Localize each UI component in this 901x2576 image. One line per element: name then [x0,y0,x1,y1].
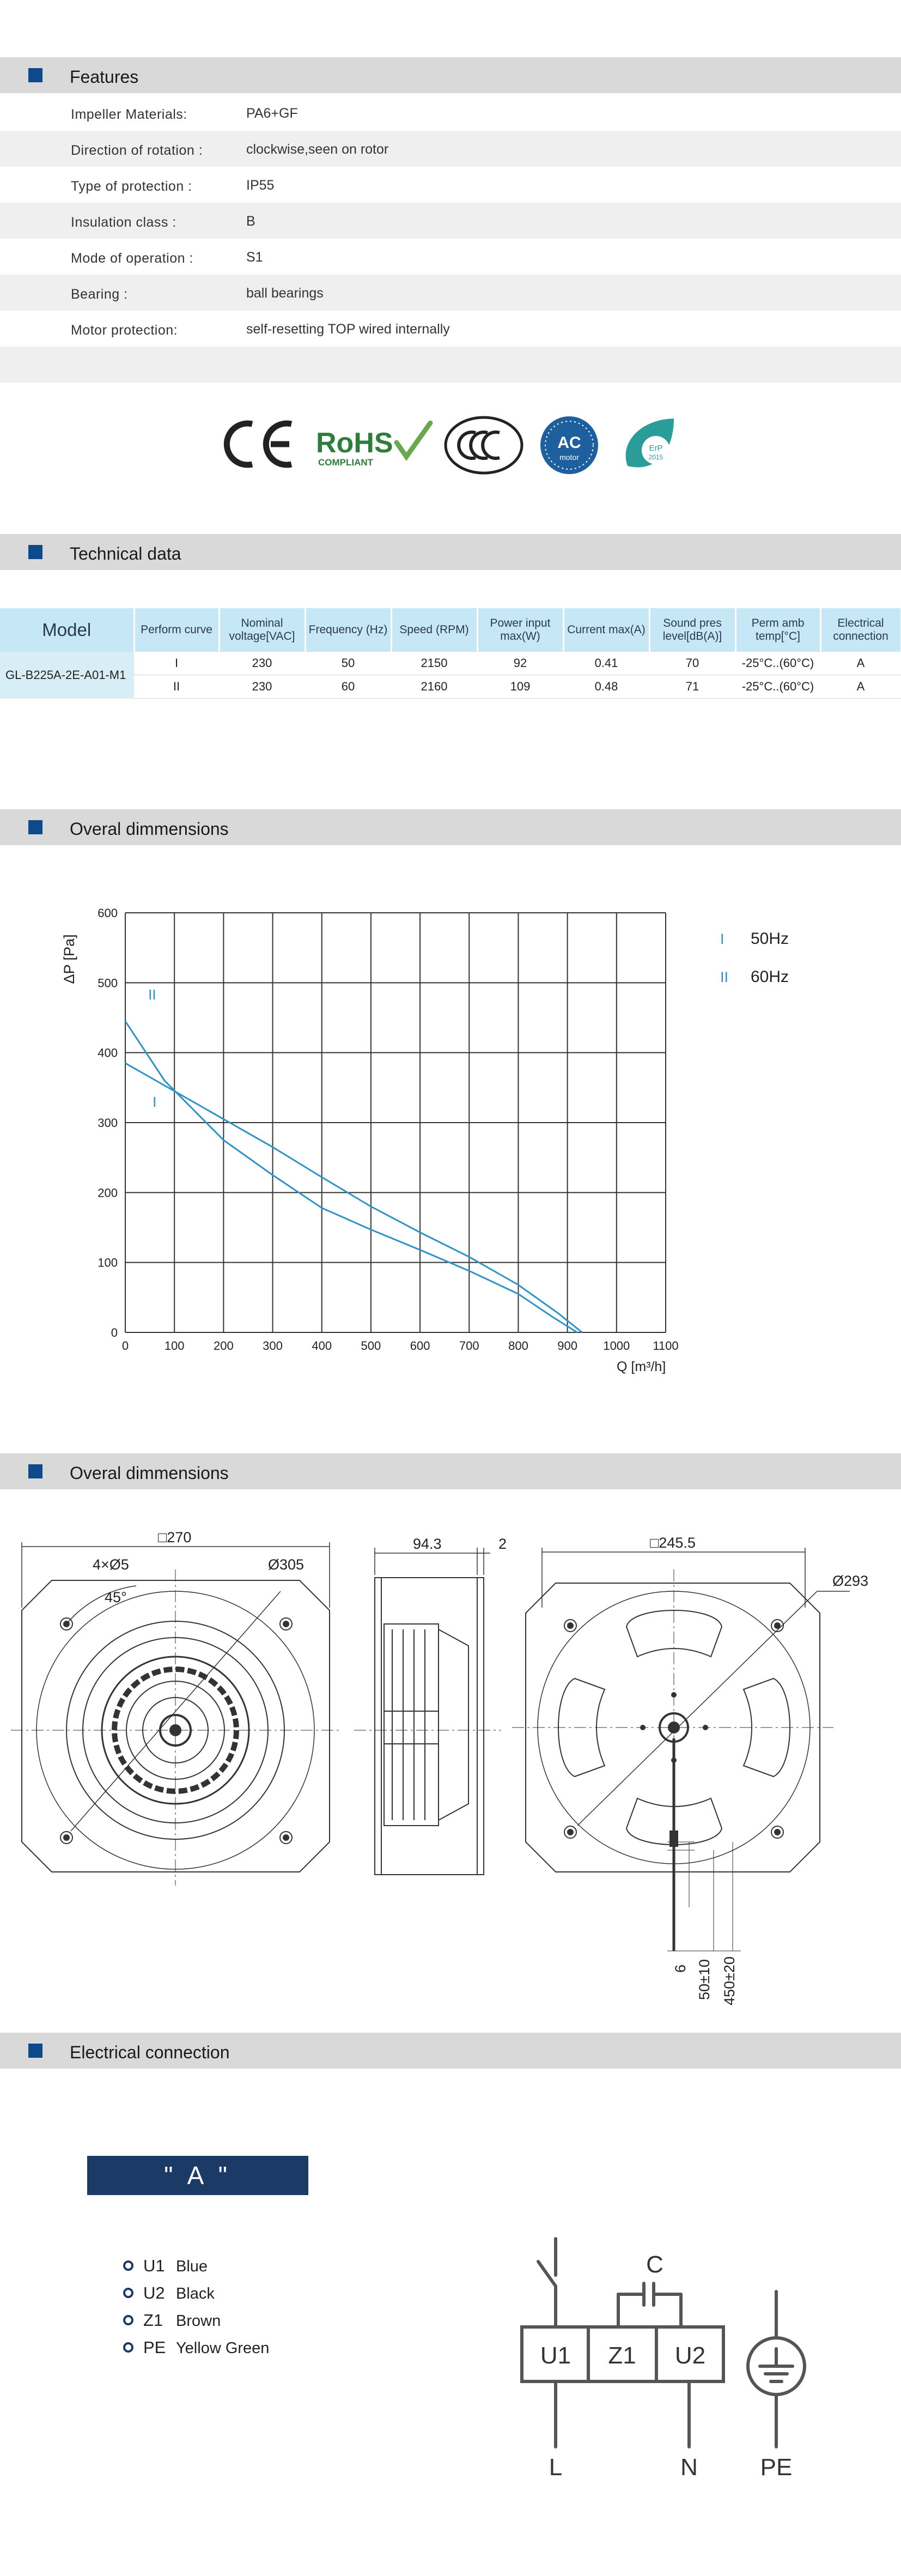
wire-code: U2 [143,2283,165,2302]
x-tick-label: 300 [263,1339,283,1353]
dim-245-label: □245.5 [650,1535,696,1551]
legend-marker: II [720,969,729,985]
table-header-row [0,608,901,652]
column-header: Nominal voltage[VAC] [219,608,305,652]
x-tick-label: 200 [214,1339,234,1353]
table-cell: 230 [219,652,305,675]
side-view-drawing [354,1548,501,1875]
rear-view-drawing [512,1548,850,1951]
x-tick-label: 700 [459,1339,479,1353]
dim-holes-label: 4×Ø5 [93,1556,129,1573]
dim-angle-label: 45° [105,1589,127,1605]
feature-label: Bearing : [71,287,128,302]
feature-label: Type of protection : [71,179,192,194]
wire-color: Brown [176,2312,221,2330]
section-marker [28,68,42,82]
electrical-title: Electrical connection [70,2042,230,2062]
table-cell: I [134,652,219,675]
legend-label: 60Hz [751,968,789,986]
dim-cable-450-label: 450±20 [721,1956,738,2005]
legend-label: 50Hz [751,930,789,948]
table-cell: 2160 [391,675,477,699]
y-tick-label: 300 [98,1116,118,1130]
wire-item [123,2283,215,2303]
model-cell: GL-B225A-2E-A01-M1 [0,652,134,699]
column-header: Model [0,608,134,652]
svg-text:2015: 2015 [648,453,663,461]
features-title: Features [70,67,139,87]
column-header: Sound pres level[dB(A)] [649,608,735,652]
dim-94-label: 94.3 [413,1536,442,1552]
certification-logos [218,410,686,478]
column-header: Electrical connection [820,608,901,652]
dim-293-label: Ø293 [832,1573,869,1589]
feature-value: IP55 [246,178,275,193]
feature-value: PA6+GF [246,106,298,121]
table-cell: A [820,675,901,699]
feature-value: clockwise,seen on rotor [246,142,389,157]
section-marker [28,2044,42,2058]
feature-row [0,203,901,239]
y-tick-label: 600 [98,906,118,920]
feature-value: S1 [246,250,263,265]
y-axis-label: ΔP [Pa] [61,934,77,984]
x-tick-label: 600 [410,1339,430,1353]
column-header: Current max(A) [563,608,649,652]
neutral-label: N [680,2454,698,2481]
x-axis-label: Q [m³/h] [617,1359,666,1374]
bullet-icon [123,2342,133,2353]
rohs-sub-text: COMPLIANT [318,457,374,468]
series-marker-60Hz: II [148,986,156,1003]
features-spacer-row [0,347,901,383]
feature-label: Insulation class : [71,215,176,230]
feature-label: Motor protection: [71,323,178,338]
feature-row [0,167,901,203]
wire-code: Z1 [143,2311,163,2330]
table-cell: 50 [305,652,391,675]
electrical-header [0,2033,901,2069]
column-header: Speed (RPM) [391,608,477,652]
table-cell: 60 [305,675,391,699]
ccc-logo [443,415,525,475]
wire-item [123,2338,269,2357]
table-cell: 92 [477,652,563,675]
x-tick-label: 400 [312,1339,332,1353]
dimensions-title: Overal dimmensions [70,1463,229,1483]
y-tick-label: 200 [98,1186,118,1200]
terminal-z1: Z1 [608,2342,636,2369]
dim-2-label: 2 [498,1536,507,1552]
x-tick-label: 1100 [653,1339,679,1353]
curve-section-title: Overal dimmensions [70,819,229,839]
feature-row [0,239,901,275]
technical-title: Technical data [70,544,181,563]
bullet-icon [123,2260,133,2271]
technical-table [0,608,901,699]
feature-row [0,311,901,347]
dim-cable-50-label: 50±10 [696,1959,713,2000]
y-tick-label: 100 [98,1256,118,1270]
connection-scheme-label: " A " [87,2156,308,2195]
column-header: Frequency (Hz) [305,608,391,652]
performance-chart [0,883,901,1384]
earth-label: PE [760,2454,793,2481]
wire-code: U1 [143,2256,165,2275]
dimension-drawings [0,1515,901,2016]
y-tick-label: 500 [98,976,118,990]
legend-marker: I [720,931,725,947]
ce-mark-logo [221,414,297,474]
wire-color: Blue [176,2258,208,2275]
capacitor-label: C [646,2251,663,2278]
bullet-icon [123,2315,133,2325]
terminal-u2: U2 [674,2342,706,2369]
svg-text:ErP: ErP [649,444,663,453]
y-tick-label: 400 [98,1046,118,1060]
wire-item [123,2256,208,2276]
technical-header [0,534,901,570]
column-header: Perform curve [134,608,219,652]
dimensions-header [0,1453,901,1489]
feature-label: Mode of operation : [71,251,193,266]
terminal-u1: U1 [540,2342,571,2369]
curve-section-header [0,809,901,845]
table-cell: 230 [219,675,305,699]
wire-color: Yellow Green [176,2339,270,2357]
rohs-logo [315,421,435,470]
feature-row [0,131,901,167]
table-row [0,652,901,675]
wiring-diagram [501,2223,817,2485]
wire-color: Black [176,2285,215,2302]
features-header [0,57,901,93]
x-tick-label: 900 [557,1339,577,1353]
table-row [0,675,901,699]
feature-value: self-resetting TOP wired internally [246,322,450,337]
table-cell: 2150 [391,652,477,675]
column-header: Power input max(W) [477,608,563,652]
table-cell: 70 [649,652,735,675]
ac-motor-logo [539,415,599,475]
dim-305-label: Ø305 [268,1556,305,1573]
rohs-text: RoHS [316,427,393,459]
column-header: Perm amb temp[°C] [735,608,820,652]
line-label: L [549,2454,563,2481]
table-cell: A [820,652,901,675]
table-cell: -25°C..(60°C) [735,675,820,699]
table-cell: 0.41 [563,652,649,675]
feature-row [0,95,901,131]
feature-value: B [246,214,255,229]
bullet-icon [123,2288,133,2298]
feature-row [0,275,901,311]
section-marker [28,1464,42,1478]
dim-270-label: □270 [158,1529,192,1545]
table-cell: 0.48 [563,675,649,699]
table-cell: II [134,675,219,699]
svg-text:motor: motor [559,453,579,462]
feature-label: Impeller Materials: [71,107,187,122]
section-marker [28,545,42,559]
table-cell: 109 [477,675,563,699]
front-view-drawing [11,1542,340,1886]
x-tick-label: 800 [508,1339,528,1353]
wire-item [123,2311,221,2330]
table-body [0,652,901,699]
section-marker [28,820,42,834]
series-line-60Hz [125,1021,577,1332]
x-tick-label: 0 [121,1339,129,1353]
feature-value: ball bearings [246,286,324,301]
wire-code: PE [143,2338,166,2357]
svg-text:AC: AC [557,434,581,452]
series-marker-50Hz: I [153,1093,157,1110]
y-tick-label: 0 [111,1326,118,1339]
feature-label: Direction of rotation : [71,143,203,158]
dim-cable-6-label: 6 [672,1964,689,1973]
x-tick-label: 1000 [603,1339,630,1353]
table-cell: 71 [649,675,735,699]
x-tick-label: 500 [361,1339,381,1353]
table-cell: -25°C..(60°C) [735,652,820,675]
x-tick-label: 100 [164,1339,185,1353]
erp-logo [617,414,679,477]
